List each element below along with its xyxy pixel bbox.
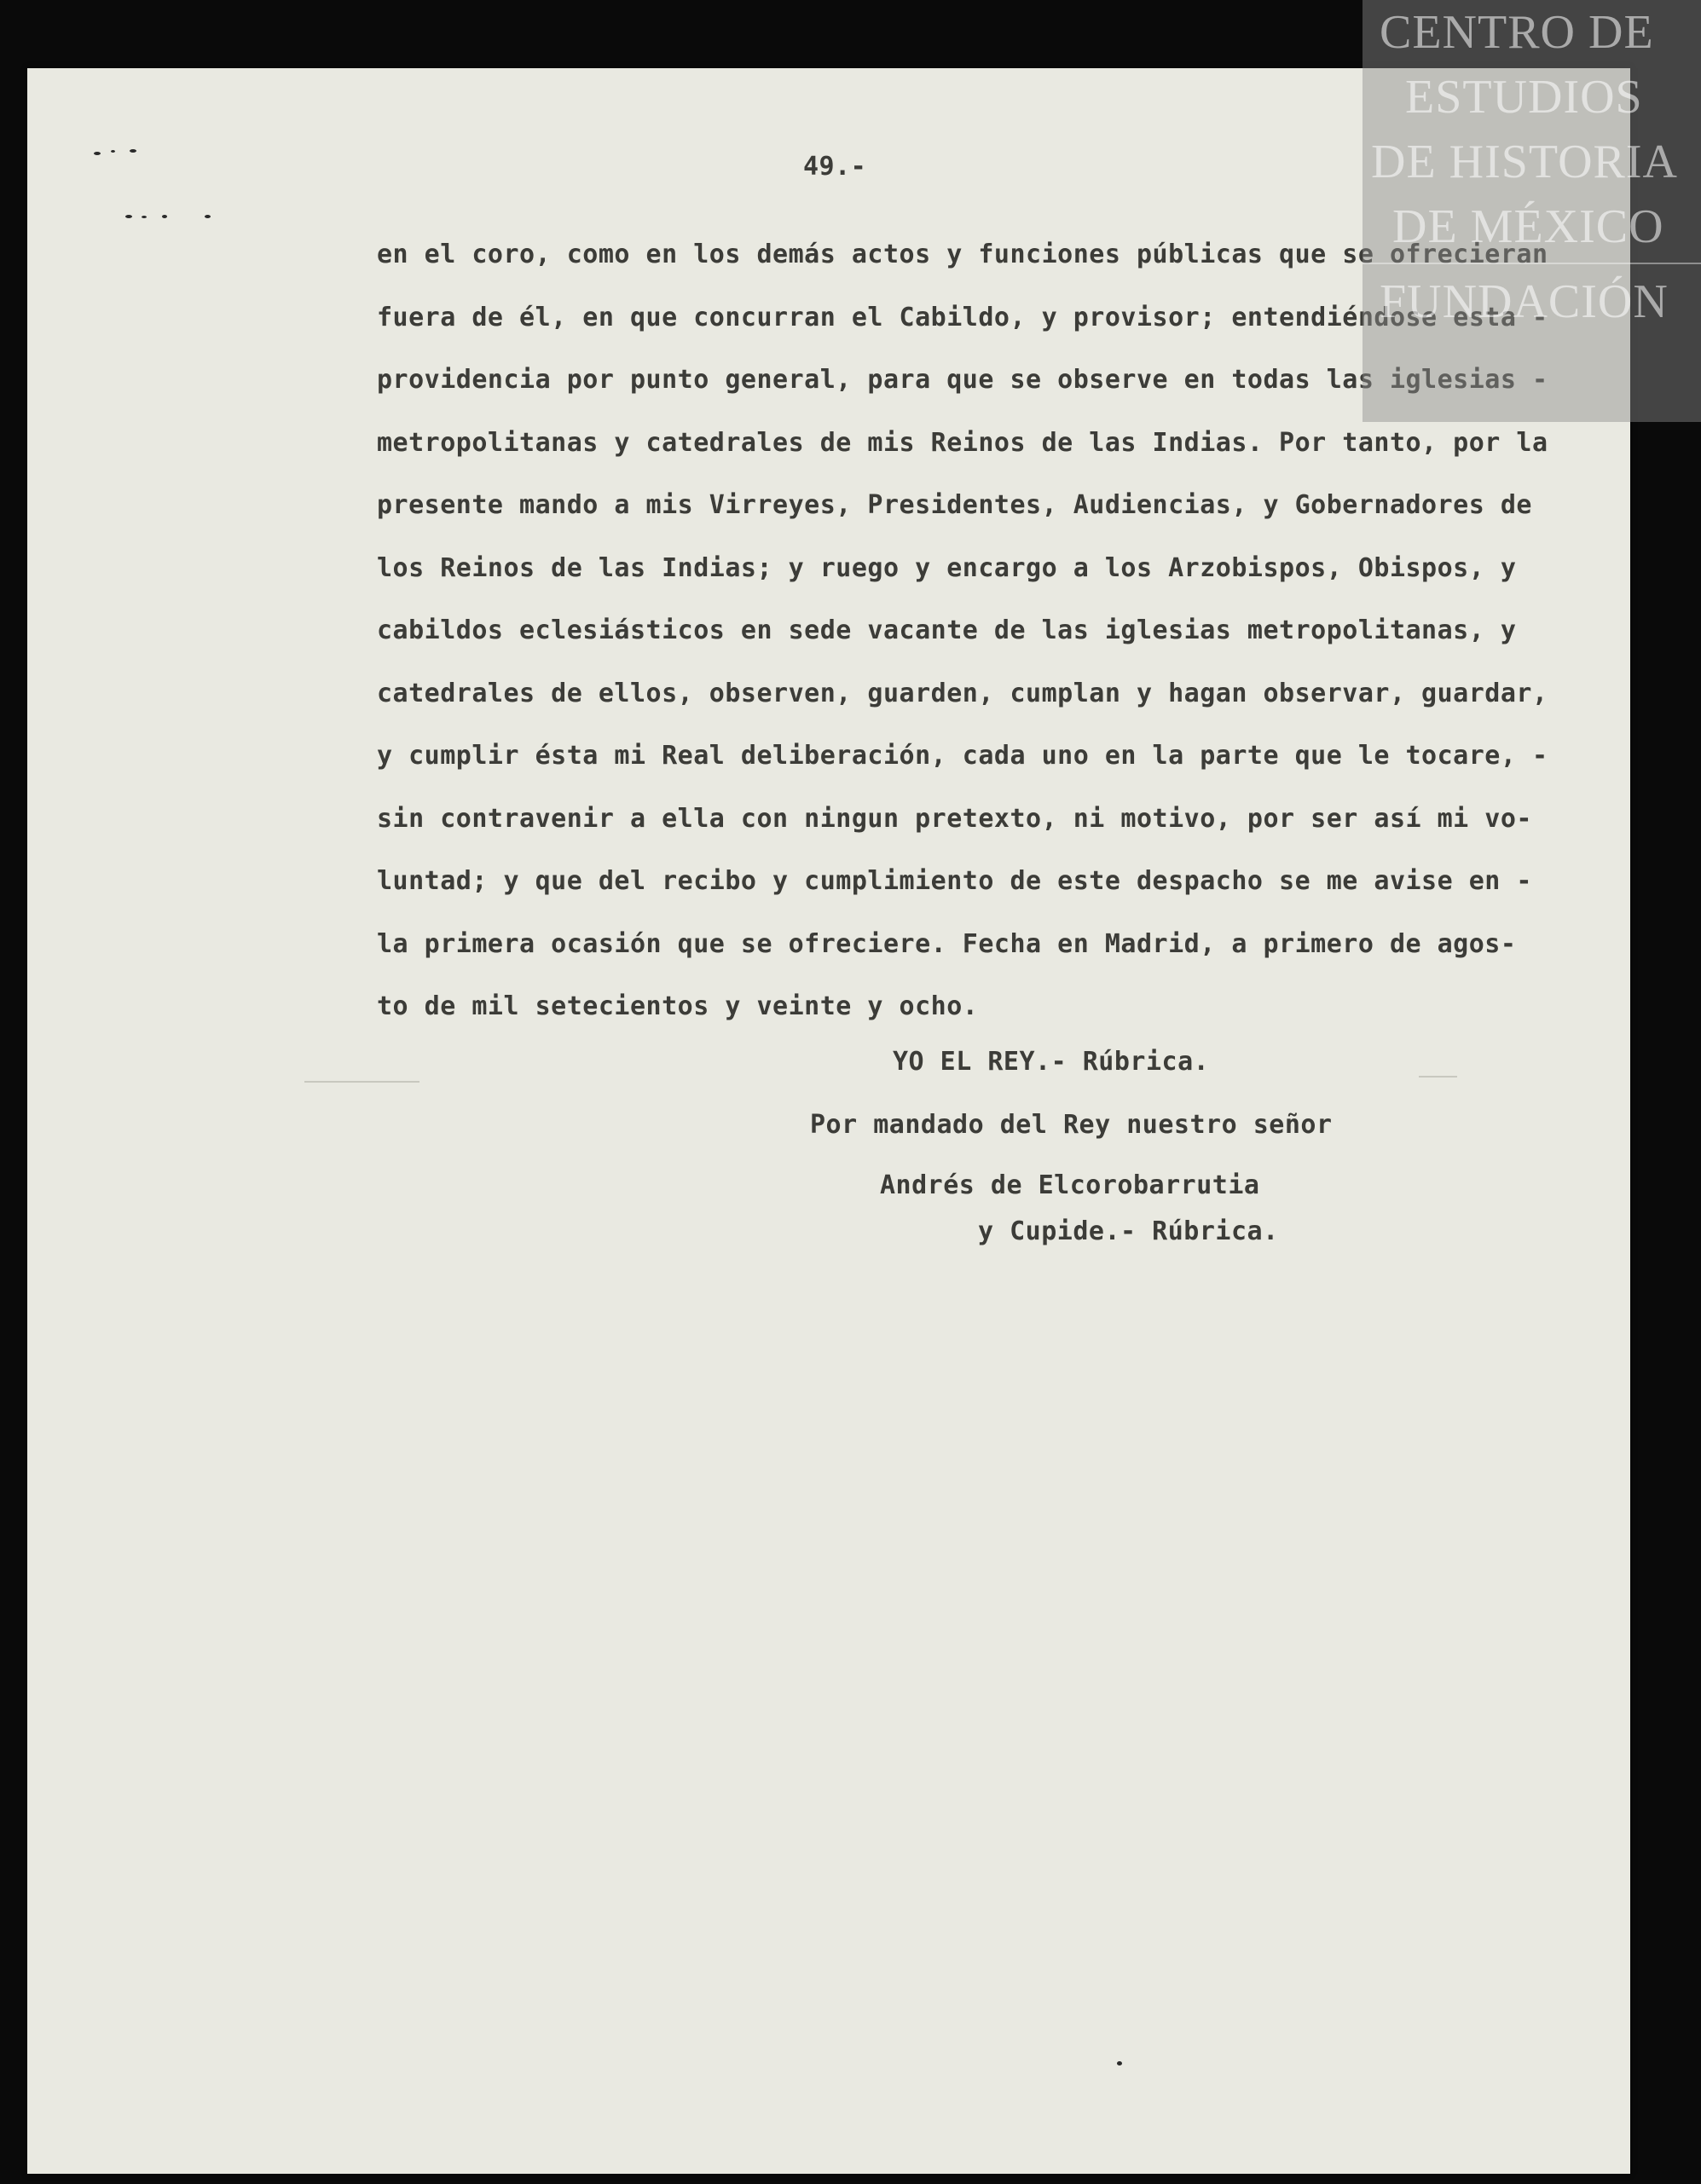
body-line: providencia por punto general, para que se observe en todas las iglesias - (377, 365, 1548, 395)
watermark-line: ESTUDIOS (1405, 71, 1643, 124)
body-line: cabildos eclesiásticos en sede vacante de las iglesias metropolitanas, y (377, 615, 1517, 645)
secretary-name-continued: y Cupide.- Rúbrica. (978, 1216, 1279, 1246)
ink-speck (125, 215, 132, 218)
body-line: luntad; y que del recibo y cumplimiento de este despacho se me avise en - (377, 866, 1532, 896)
royal-signature: YO EL REY.- Rúbrica. (893, 1047, 1210, 1077)
body-line: presente mando a mis Virreyes, Presidentes, Audiencias, y Gobernadores de (377, 490, 1532, 520)
ink-speck (1117, 2061, 1122, 2066)
ink-speck (162, 215, 167, 218)
secretary-name: Andrés de Elcorobarrutia (880, 1170, 1260, 1200)
watermark-line: DE MÉXICO (1392, 200, 1664, 253)
ink-speck (130, 149, 136, 153)
ink-speck (142, 216, 147, 218)
page-number: 49.- (803, 152, 867, 182)
watermark-line: DE HISTORIA (1371, 136, 1678, 188)
archive-watermark (1363, 0, 1701, 422)
faint-rule (304, 1081, 419, 1083)
body-line: catedrales de ellos, observen, guarden, cumplan y hagan observar, guardar, (377, 678, 1548, 708)
faint-rule (1419, 1076, 1457, 1078)
body-line: metropolitanas y catedrales de mis Reinos de las Indias. Por tanto, por la (377, 427, 1548, 458)
watermark-divider (1363, 263, 1701, 264)
watermark-line: FUNDACIÓN (1380, 275, 1669, 328)
body-line: to de mil setecientos y veinte y ocho. (377, 991, 979, 1021)
body-line: los Reinos de las Indias; y ruego y encargo a los Arzobispos, Obispos, y (377, 552, 1517, 583)
body-line: en el coro, como en los demás actos y funciones públicas que se ofrecieran (377, 240, 1548, 269)
body-line: la primera ocasión que se ofreciere. Fecha en Madrid, a primero de agos- (377, 928, 1517, 959)
by-order-line: Por mandado del Rey nuestro señor (810, 1110, 1333, 1140)
body-line: y cumplir ésta mi Real deliberación, cada uno en la parte que le tocare, - (377, 741, 1548, 771)
ink-speck (205, 215, 211, 218)
ink-speck (94, 152, 101, 155)
body-line: fuera de él, en que concurran el Cabildo, y provisor; entendiéndose esta - (377, 302, 1548, 332)
watermark-line: CENTRO DE (1380, 6, 1654, 59)
body-line: sin contravenir a ella con ningun pretexto, ni motivo, por ser así mi vo- (377, 803, 1532, 834)
ink-speck (111, 150, 115, 153)
